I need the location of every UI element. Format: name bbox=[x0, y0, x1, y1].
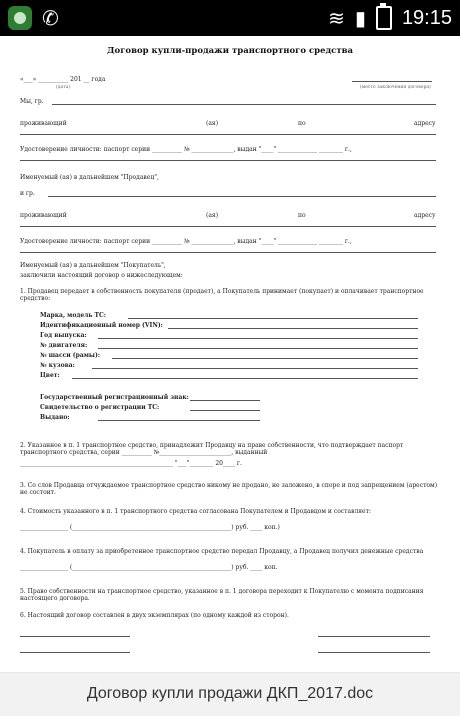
buyer-signature-line bbox=[318, 636, 430, 637]
doc-line-buyer-passport: Удостоверение личности: паспорт серии __________ № ______________, выдан "____" _____________ ________ г., bbox=[20, 238, 352, 245]
doc-line-date: «___» __________ 201 __ года bbox=[20, 76, 106, 83]
doc-line-payment: 4. Покупатель в оплату за приобретенное транспортное средство передал Продавцу, а Продавец получил денежные средства bbox=[20, 548, 424, 555]
seller-name-signature-line bbox=[20, 652, 130, 653]
engine-line bbox=[98, 348, 418, 349]
doc-line-buyer-role: Именуемый (ая) в дальнейшем "Покупатель", bbox=[20, 262, 166, 269]
color-line bbox=[72, 378, 418, 379]
body-line bbox=[92, 368, 418, 369]
buyer-name-signature-line bbox=[318, 652, 430, 653]
place-line bbox=[352, 81, 432, 82]
doc-line-buyer-living-3: по bbox=[298, 212, 306, 219]
doc-line-buyer-living-2: (ая) bbox=[206, 212, 219, 219]
file-bar bbox=[0, 672, 460, 716]
doc-line-issued: Выдано: bbox=[40, 414, 70, 421]
year-line bbox=[98, 338, 418, 339]
doc-line-seller-name: Мы, гр. bbox=[20, 98, 44, 105]
doc-line-car-brand: Марка, модель ТС: bbox=[40, 312, 106, 319]
doc-line-registration: Свидетельство о регистрации ТС: bbox=[40, 404, 160, 411]
document-title: Договор купли-продажи транспортного средства bbox=[106, 46, 354, 56]
app-icon bbox=[8, 6, 32, 30]
status-right bbox=[328, 6, 452, 30]
doc-line-vin: Идентификационный номер (VIN): bbox=[40, 322, 163, 329]
doc-line-clause-2-issued: ___________________________________________________ "___"________ 20____ г. bbox=[20, 460, 242, 467]
status-left bbox=[8, 6, 59, 30]
doc-line-clause-4-amount: ________________ (_____________________________________________________) руб. ____ коп.) bbox=[20, 524, 280, 531]
seller-address-line bbox=[20, 134, 436, 135]
doc-line-seller-living: проживающий bbox=[20, 120, 67, 127]
doc-line-payment-amount: ________________ (_____________________________________________________) руб. ____ коп. bbox=[20, 564, 278, 571]
buyer-address-line bbox=[20, 226, 436, 227]
doc-line-plate: Государственный регистрационный знак: bbox=[40, 394, 189, 401]
doc-line-buyer-name: и гр. bbox=[20, 190, 35, 197]
status-time: 19:15 bbox=[401, 6, 452, 29]
phone-icon: ✆ bbox=[42, 6, 59, 30]
signal-icon: ▮ bbox=[354, 6, 366, 30]
doc-line-clause-3: 3. Со слов Продавца отчуждаемое транспортное средство никому не продано, не заложено, в споре и под запрещением (арестом) не состоит. bbox=[20, 482, 438, 496]
seller-name-line bbox=[52, 104, 436, 105]
seller-signature-line bbox=[20, 636, 130, 637]
file-name: Договор купли продажи ДКП_2017.doc bbox=[86, 685, 374, 702]
wifi-icon: ≋ bbox=[328, 6, 345, 30]
chassis-line bbox=[112, 358, 418, 359]
doc-line-clause-2: 2. Указанное в п. 1 транспортное средство, принадлежит Продавцу на праве собственности, что подтверждает паспорт транспортного средства, серии __________ №________________________, выданный bbox=[20, 442, 404, 456]
doc-line-chassis: № шасси (рамы): bbox=[40, 352, 100, 359]
plate-line bbox=[190, 400, 260, 401]
document-view[interactable] bbox=[0, 36, 460, 672]
vin-line bbox=[168, 328, 418, 329]
battery-icon bbox=[376, 6, 392, 30]
doc-line-seller-living-2: (ая) bbox=[206, 120, 219, 127]
issued-line bbox=[98, 420, 260, 421]
doc-line-buyer-living: проживающий bbox=[20, 212, 67, 219]
doc-line-clause-5: 5. Право собственности на транспортное средство, указанное в п. 1 договора переходит к Покупателю с момента подписания настоящего договора. bbox=[20, 588, 424, 602]
buyer-name-line bbox=[48, 196, 436, 197]
doc-line-clause-4: 4. Стоимость указанного в п. 1 транспортного средства согласована Покупателем и Продавцом и составляет: bbox=[20, 508, 371, 515]
doc-line-buyer-living-4: адресу bbox=[414, 212, 436, 219]
doc-line-seller-passport: Удостоверение личности: паспорт серии __________ № ______________, выдан "____" _____________ ________ г., bbox=[20, 146, 352, 153]
doc-line-seller-living-4: адресу bbox=[414, 120, 436, 127]
doc-line-body: № кузова: bbox=[40, 362, 75, 369]
seller-passport-line bbox=[20, 160, 436, 161]
doc-line-intro: заключили настоящий договор о нижеследующем: bbox=[20, 272, 183, 279]
doc-line-seller-living-3: по bbox=[298, 120, 306, 127]
doc-line-year: Год выпуска: bbox=[40, 332, 87, 339]
status-bar bbox=[0, 0, 460, 36]
doc-line-seller-role: Именуемый (ая) в дальнейшем "Продавец", bbox=[20, 174, 159, 181]
doc-line-color: Цвет: bbox=[40, 372, 60, 379]
buyer-passport-line bbox=[20, 252, 436, 253]
doc-line-clause-6: 6. Настоящий договор составлен в двух экземплярах (по одному каждой из сторон). bbox=[20, 612, 289, 619]
doc-line-date-caption: (дата) bbox=[56, 85, 71, 90]
registration-line bbox=[190, 410, 260, 411]
car-brand-line bbox=[128, 318, 418, 319]
doc-line-engine: № двигателя: bbox=[40, 342, 88, 349]
doc-line-clause-1: 1. Продавец передает в собственность покупателя (продает), а Покупатель принимает (покупает) и оплачивает транспортное средство: bbox=[20, 288, 424, 302]
doc-line-place-caption: (место заключения договора) bbox=[360, 85, 431, 90]
